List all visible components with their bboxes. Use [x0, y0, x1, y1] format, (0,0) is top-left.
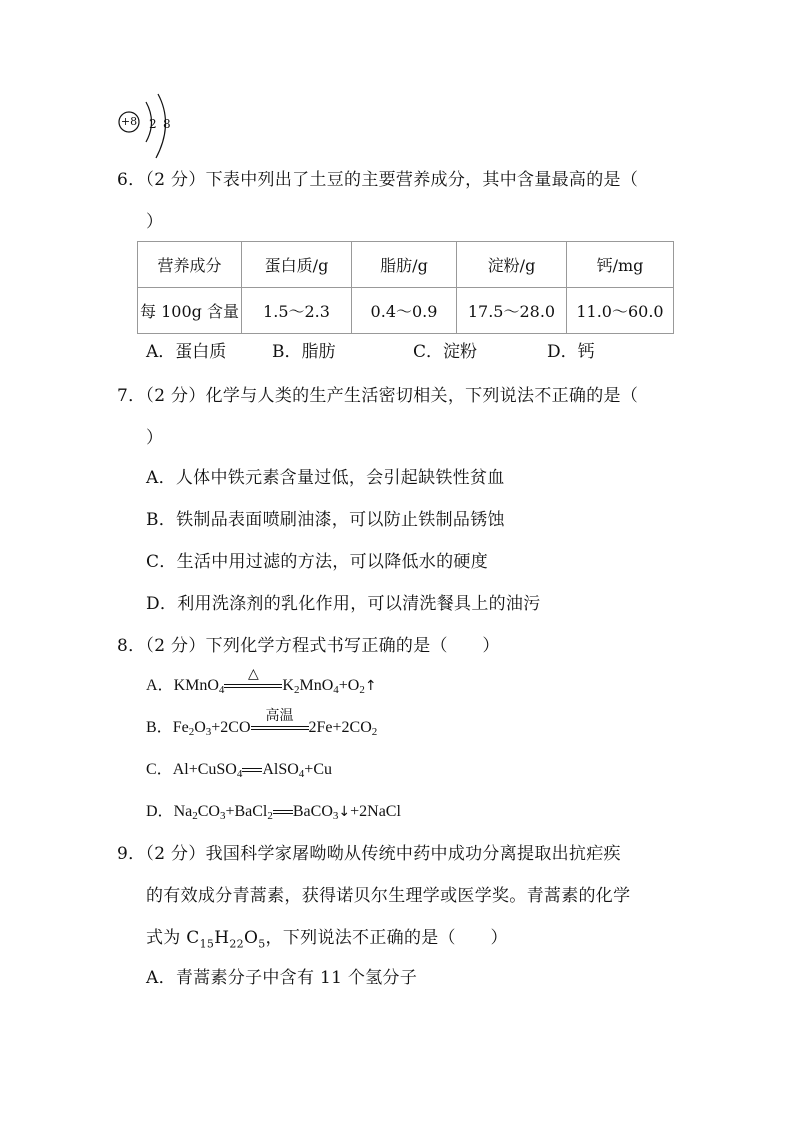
- q7-option-a[interactable]: A．人体中铁元素含量过低，会引起缺铁性贫血: [146, 468, 505, 488]
- formula-text: Fe: [172, 719, 189, 736]
- formula-text: K: [282, 677, 294, 694]
- formula-subscript: 4: [236, 768, 243, 780]
- formula-text: MnO: [299, 677, 334, 694]
- formula-subscript: 5: [258, 937, 266, 951]
- q6-stem-line1: 6．（2 分）下表中列出了土豆的主要营养成分，其中含量最高的是（: [117, 170, 639, 190]
- q7-stem-line2: ）: [146, 428, 164, 448]
- formula-subscript: 4: [298, 768, 305, 780]
- formula-text: Na: [173, 803, 193, 820]
- formula-text: KMnO: [173, 677, 219, 694]
- formula-subscript: 2: [371, 726, 378, 738]
- formula-subscript: 3: [219, 810, 226, 822]
- atom-shell-2-count: 8: [163, 117, 171, 131]
- table-header-cell: 营养成分: [138, 242, 242, 288]
- table-cell: 每 100g 含量: [138, 288, 242, 334]
- table-cell: 1.5～2.3: [242, 288, 352, 334]
- q6-option-a[interactable]: A．蛋白质: [146, 342, 227, 362]
- table-cell: 11.0～60.0: [567, 288, 674, 334]
- formula-text: +BaCl: [225, 803, 268, 820]
- table-header-cell: 淀粉/g: [457, 242, 567, 288]
- table-cell: 0.4～0.9: [352, 288, 457, 334]
- formula-subscript: 4: [218, 684, 225, 696]
- formula-text: Al+CuSO: [172, 761, 237, 778]
- formula-text: +2NaCl: [350, 803, 401, 820]
- q7-option-c[interactable]: C．生活中用过滤的方法，可以降低水的硬度: [146, 552, 489, 572]
- formula-subscript: 2: [359, 684, 365, 696]
- formula-text: +Cu: [304, 761, 332, 778]
- option-label: A．: [146, 677, 174, 694]
- formula-text: H: [214, 928, 230, 948]
- table-cell: 17.5～28.0: [457, 288, 567, 334]
- formula-text: O: [194, 719, 206, 736]
- equals-double-bar: [273, 802, 293, 822]
- q6-option-c[interactable]: C．淀粉: [413, 342, 478, 362]
- formula-text: +2CO: [211, 719, 251, 736]
- table-header-cell: 脂肪/g: [352, 242, 457, 288]
- q8-option-b[interactable]: [146, 707, 378, 738]
- formula-subscript: 3: [205, 726, 212, 738]
- reaction-condition-label: 高温: [265, 707, 294, 724]
- option-label: B．: [146, 719, 173, 736]
- formula-subscript: 2: [267, 810, 273, 822]
- table-header-cell: 蛋白质/g: [242, 242, 352, 288]
- option-label: C．: [146, 761, 173, 778]
- precipitate-down-arrow-icon: ↓: [338, 804, 351, 820]
- formula-subscript: 15: [199, 937, 215, 951]
- q8-option-a[interactable]: [146, 665, 377, 696]
- heat-triangle-icon: △: [248, 665, 259, 682]
- formula-subscript: 2: [188, 726, 195, 738]
- formula-subscript: 22: [229, 937, 244, 951]
- formula-text: CO: [197, 803, 220, 820]
- reaction-condition-bars: [251, 707, 309, 738]
- q9-stem-line3: [146, 928, 508, 954]
- formula-subscript: 2: [192, 810, 198, 822]
- q8-option-d[interactable]: [146, 802, 401, 822]
- q8-stem: 8．（2 分）下列化学方程式书写正确的是（ ）: [117, 636, 500, 656]
- formula-subscript: 4: [333, 684, 339, 696]
- formula-subscript: 2: [293, 684, 300, 696]
- table-row: [138, 288, 674, 334]
- q6-option-d[interactable]: D．钙: [547, 342, 595, 362]
- atom-structure-diagram: [112, 92, 182, 162]
- formula-text: 式为 C: [146, 928, 200, 948]
- equals-double-bar: [242, 760, 262, 780]
- q6-stem-line2: ）: [146, 212, 164, 232]
- table-header-cell: 钙/mg: [567, 242, 674, 288]
- q9-option-a[interactable]: A．青蒿素分子中含有 11 个氢分子: [146, 968, 418, 988]
- q7-option-d[interactable]: D．利用洗涤剂的乳化作用，可以清洗餐具上的油污: [146, 594, 541, 614]
- q6-option-b[interactable]: B．脂肪: [272, 342, 336, 362]
- q7-stem-line1: 7．（2 分）化学与人类的生产生活密切相关，下列说法不正确的是（: [117, 386, 639, 406]
- q8-option-c[interactable]: [146, 760, 332, 780]
- atom-nucleus-charge: +8: [120, 115, 138, 128]
- gas-up-arrow-icon: ↑: [364, 678, 377, 694]
- formula-text: O: [243, 928, 259, 948]
- q9-stem-line2: 的有效成分青蒿素，获得诺贝尔生理学或医学奖。青蒿素的化学: [146, 886, 631, 906]
- formula-text: ，下列说法不正确的是（ ）: [265, 928, 508, 948]
- formula-text: 2Fe+2CO: [308, 719, 372, 736]
- formula-subscript: 3: [332, 810, 339, 822]
- formula-text: AlSO: [262, 761, 299, 778]
- option-label: D．: [146, 803, 174, 820]
- table-header-row: [138, 242, 674, 288]
- atom-shell-1-count: 2: [149, 117, 157, 131]
- q9-stem-line1: 9．（2 分）我国科学家屠呦呦从传统中药中成功分离提取出抗疟疾: [117, 844, 621, 864]
- formula-text: BaCO: [292, 803, 333, 820]
- reaction-condition-bars: [224, 665, 282, 696]
- nutrition-table: [137, 241, 674, 334]
- q7-option-b[interactable]: B．铁制品表面喷刷油漆，可以防止铁制品锈蚀: [146, 510, 505, 530]
- formula-text: +O: [338, 677, 360, 694]
